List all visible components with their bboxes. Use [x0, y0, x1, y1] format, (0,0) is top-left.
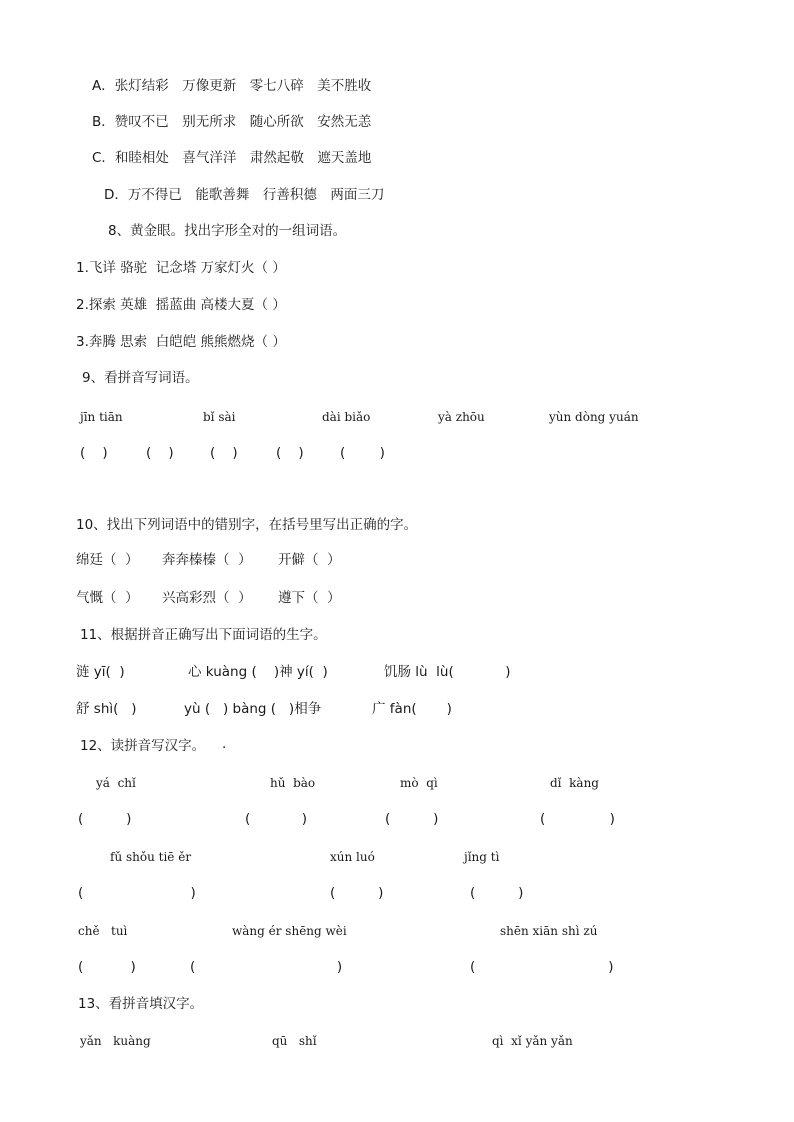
- q10-word-3: 开僻（ ）: [278, 552, 341, 568]
- q9-pinyin-2: bǐ sài: [203, 410, 236, 424]
- q8-item-1: 1.飞详 骆驼 记念塔 万家灯火（ ）: [76, 260, 286, 276]
- q12-r2-blank-3[interactable]: ( ): [470, 885, 524, 901]
- q7-option-d: D．万不得已 能歌善舞 行善积德 两面三刀: [104, 187, 385, 203]
- q12-r3-blank-3[interactable]: ( ): [470, 959, 614, 975]
- q9-title: 9、看拼音写词语。: [82, 370, 199, 386]
- q12-r1-pinyin-1: yá chǐ: [96, 776, 136, 790]
- q12-r2-blank-2[interactable]: ( ): [330, 885, 384, 901]
- q9-pinyin-4: yà zhōu: [438, 410, 485, 424]
- q9-pinyin-3: dài biǎo: [322, 410, 371, 424]
- q9-blank-2[interactable]: ( ): [146, 445, 174, 461]
- q12-r2-pinyin-2: xún luó: [330, 850, 375, 864]
- q9-blank-1[interactable]: ( ): [80, 445, 108, 461]
- q12-r1-blank-2[interactable]: ( ): [245, 811, 308, 827]
- q13-pinyin-3: qì xǐ yǎn yǎn: [492, 1034, 573, 1048]
- q11-item-6: 广 fàn( ): [372, 701, 452, 717]
- q9-pinyin-5: yùn dòng yuán: [549, 410, 639, 424]
- q11-item-3: 饥肠 lù lù( ): [384, 664, 511, 680]
- q13-pinyin-1: yǎn kuàng: [80, 1034, 151, 1048]
- q7-option-c: C．和睦相处 喜气洋洋 肃然起敬 遮天盖地: [92, 150, 372, 166]
- q10-word-4: 气慨（ ）: [76, 590, 139, 606]
- q12-r1-blank-4[interactable]: ( ): [540, 811, 615, 827]
- q12-r1-blank-3[interactable]: ( ): [385, 811, 439, 827]
- q9-blank-4[interactable]: ( ): [276, 445, 304, 461]
- q12-r1-pinyin-4: dǐ kàng: [550, 776, 599, 790]
- q11-title: 11、根据拼音正确写出下面词语的生字。: [80, 627, 327, 643]
- q12-r2-pinyin-3: jǐng tì: [464, 850, 500, 864]
- q8-item-2: 2.探索 英雄 摇蓝曲 高楼大夏（ ）: [76, 297, 286, 313]
- q11-item-4: 舒 shì( ): [76, 701, 137, 717]
- q11-item-2: 心 kuàng ( )神 yí( ): [188, 664, 328, 680]
- q10-word-6: 遵下（ ）: [278, 590, 341, 606]
- q12-r3-blank-2[interactable]: ( ): [190, 959, 343, 975]
- q8-item-3: 3.奔腾 思索 白皑皑 熊熊燃烧（ ）: [76, 334, 286, 350]
- q12-r1-pinyin-3: mò qì: [400, 776, 438, 790]
- q9-pinyin-1: jīn tiān: [80, 410, 123, 424]
- q10-title: 10、找出下列词语中的错别字，在括号里写出正确的字。: [76, 517, 418, 533]
- q10-word-5: 兴高彩烈（ ）: [162, 590, 252, 606]
- q12-title: 12、读拼音写汉字。: [80, 738, 206, 754]
- q10-word-1: 绵廷（ ）: [76, 552, 139, 568]
- q11-item-5: yù ( ) bàng ( )相争: [184, 701, 322, 717]
- q12-r1-blank-1[interactable]: ( ): [78, 811, 132, 827]
- q7-option-a: A．张灯结彩 万像更新 零七八碎 美不胜收: [92, 78, 372, 94]
- q13-title: 13、看拼音填汉字。: [78, 996, 204, 1012]
- q9-blank-3[interactable]: ( ): [210, 445, 238, 461]
- q7-option-b: B．赞叹不已 别无所求 随心所欲 安然无恙: [92, 114, 372, 130]
- q13-pinyin-2: qū shǐ: [272, 1034, 317, 1048]
- q12-mark: .: [222, 736, 227, 752]
- q9-blank-5[interactable]: ( ): [340, 445, 385, 461]
- q12-r3-blank-1[interactable]: ( ): [78, 959, 136, 975]
- q12-r1-pinyin-2: hǔ bào: [270, 776, 316, 790]
- q8-title: 8、黄金眼。找出字形全对的一组词语。: [108, 223, 347, 239]
- q12-r2-pinyin-1: fǔ shǒu tiē ěr: [110, 850, 192, 864]
- q12-r3-pinyin-1: chě tuì: [78, 924, 128, 938]
- q12-r3-pinyin-3: shēn xiān shì zú: [500, 924, 598, 938]
- q12-r2-blank-1[interactable]: ( ): [78, 885, 196, 901]
- q12-r3-pinyin-2: wàng ér shēng wèi: [232, 924, 347, 938]
- q10-word-2: 奔奔榛榛（ ）: [162, 552, 252, 568]
- q11-item-1: 涟 yī( ): [76, 664, 125, 680]
